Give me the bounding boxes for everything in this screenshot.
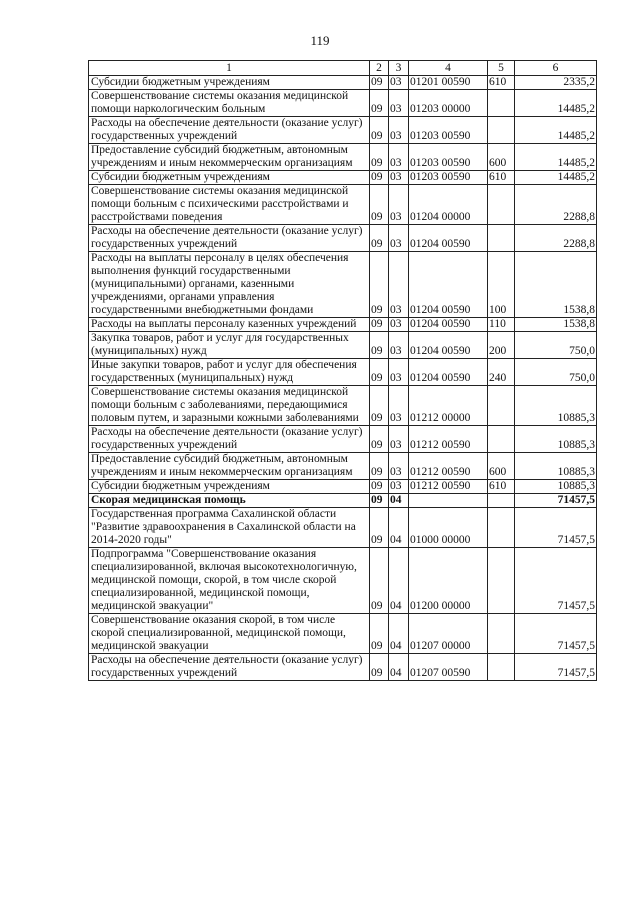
row-expense-type: 600: [488, 144, 515, 171]
table-row: [89, 332, 597, 359]
table-row: [89, 90, 597, 117]
row-amount: 1538,8: [515, 318, 597, 332]
row-amount: 10885,3: [515, 480, 597, 494]
row-target-article: 01203 00000: [409, 90, 488, 117]
page-number: 119: [310, 33, 330, 48]
row-target-article: 01203 00590: [409, 144, 488, 171]
row-subsection: 04: [389, 654, 409, 681]
row-subsection: 03: [389, 90, 409, 117]
row-name: Закупка товаров, работ и услуг для государственных (муниципальных) нужд: [89, 332, 370, 359]
column-header: 2: [370, 61, 389, 76]
row-section: 09: [370, 117, 389, 144]
table-row: [89, 614, 597, 654]
row-subsection: 03: [389, 359, 409, 386]
table-body: [89, 76, 597, 681]
row-target-article: 01207 00590: [409, 654, 488, 681]
row-amount: 14485,2: [515, 90, 597, 117]
row-section: 09: [370, 426, 389, 453]
row-name: Совершенствование оказания скорой, в том числе скорой специализированной, медицинской помощи, медицинской эвакуации: [89, 614, 370, 654]
row-target-article: 01204 00590: [409, 252, 488, 318]
budget-table: [88, 60, 597, 681]
row-amount: 10885,3: [515, 386, 597, 426]
row-target-article: 01204 00590: [409, 225, 488, 252]
row-amount: 750,0: [515, 332, 597, 359]
row-name: Расходы на обеспечение деятельности (оказание услуг) государственных учреждений: [89, 117, 370, 144]
row-expense-type: [488, 548, 515, 614]
table-row: [89, 480, 597, 494]
row-subsection: 03: [389, 318, 409, 332]
row-section: 09: [370, 90, 389, 117]
column-header: 3: [389, 61, 409, 76]
row-section: 09: [370, 318, 389, 332]
row-expense-type: [488, 494, 515, 508]
row-expense-type: 200: [488, 332, 515, 359]
row-amount: 2288,8: [515, 185, 597, 225]
row-target-article: 01212 00590: [409, 453, 488, 480]
row-section: 09: [370, 359, 389, 386]
row-section: 09: [370, 171, 389, 185]
row-name: Расходы на обеспечение деятельности (оказание услуг) государственных учреждений: [89, 654, 370, 681]
row-amount: 71457,5: [515, 508, 597, 548]
row-target-article: 01212 00590: [409, 426, 488, 453]
row-section: 09: [370, 508, 389, 548]
table-row: [89, 359, 597, 386]
table-row: [89, 508, 597, 548]
table-row: [89, 654, 597, 681]
row-name: Совершенствование системы оказания медицинской помощи больным с психическими расстройствами и расстройствами поведения: [89, 185, 370, 225]
row-name: Предоставление субсидий бюджетным, автономным учреждениям и иным некоммерческим организациям: [89, 144, 370, 171]
row-section: 09: [370, 386, 389, 426]
row-target-article: 01201 00590: [409, 76, 488, 90]
column-header: 1: [89, 61, 370, 76]
row-name: Совершенствование системы оказания медицинской помощи больным с заболеваниями, передающимися половым путем, и заразными кожными заболеваниями: [89, 386, 370, 426]
row-section: 09: [370, 548, 389, 614]
table-row: [89, 453, 597, 480]
row-section: 09: [370, 225, 389, 252]
table-row: [89, 494, 597, 508]
table-row: [89, 548, 597, 614]
row-amount: 750,0: [515, 359, 597, 386]
row-expense-type: [488, 386, 515, 426]
row-name: Скорая медицинская помощь: [89, 494, 370, 508]
column-header: 6: [515, 61, 597, 76]
row-amount: 1538,8: [515, 252, 597, 318]
row-target-article: 01000 00000: [409, 508, 488, 548]
row-expense-type: 610: [488, 76, 515, 90]
row-expense-type: [488, 614, 515, 654]
row-expense-type: [488, 90, 515, 117]
row-subsection: 03: [389, 426, 409, 453]
row-target-article: 01212 00000: [409, 386, 488, 426]
row-name: Расходы на выплаты персоналу в целях обеспечения выполнения функций государственными (муниципальными) органами, казенными учреждениями, органами управления государственными внебюджетными фондами: [89, 252, 370, 318]
column-header: 5: [488, 61, 515, 76]
row-name: Расходы на обеспечение деятельности (оказание услуг) государственных учреждений: [89, 225, 370, 252]
row-target-article: 01204 00000: [409, 185, 488, 225]
row-expense-type: 240: [488, 359, 515, 386]
row-section: 09: [370, 494, 389, 508]
row-expense-type: [488, 225, 515, 252]
table-row: [89, 171, 597, 185]
row-subsection: 04: [389, 548, 409, 614]
row-subsection: 03: [389, 386, 409, 426]
row-section: 09: [370, 144, 389, 171]
table-row: [89, 426, 597, 453]
row-subsection: 03: [389, 453, 409, 480]
row-amount: 2288,8: [515, 225, 597, 252]
row-section: 09: [370, 332, 389, 359]
row-amount: 71457,5: [515, 614, 597, 654]
row-amount: 14485,2: [515, 144, 597, 171]
row-target-article: 01204 00590: [409, 318, 488, 332]
row-subsection: 03: [389, 117, 409, 144]
row-section: 09: [370, 480, 389, 494]
row-expense-type: [488, 117, 515, 144]
row-name: Подпрограмма "Совершенствование оказания специализированной, включая высокотехнологичную, медицинской помощи, скорой, в том числе скорой специализированной, медицинской помощи, медицинской эвакуации": [89, 548, 370, 614]
row-subsection: 03: [389, 144, 409, 171]
row-expense-type: [488, 426, 515, 453]
row-target-article: 01204 00590: [409, 332, 488, 359]
row-subsection: 03: [389, 480, 409, 494]
row-expense-type: 600: [488, 453, 515, 480]
row-amount: 2335,2: [515, 76, 597, 90]
row-expense-type: 610: [488, 171, 515, 185]
row-section: 09: [370, 453, 389, 480]
row-section: 09: [370, 76, 389, 90]
row-subsection: 03: [389, 252, 409, 318]
row-name: Субсидии бюджетным учреждениям: [89, 171, 370, 185]
row-amount: 71457,5: [515, 654, 597, 681]
table-row: [89, 76, 597, 90]
row-target-article: 01204 00590: [409, 359, 488, 386]
row-name: Государственная программа Сахалинской области "Развитие здравоохранения в Сахалинской области на 2014-2020 годы": [89, 508, 370, 548]
row-subsection: 03: [389, 171, 409, 185]
table-row: [89, 185, 597, 225]
row-amount: 14485,2: [515, 171, 597, 185]
row-expense-type: [488, 654, 515, 681]
row-target-article: 01212 00590: [409, 480, 488, 494]
row-expense-type: 610: [488, 480, 515, 494]
row-expense-type: 110: [488, 318, 515, 332]
row-section: 09: [370, 185, 389, 225]
row-name: Иные закупки товаров, работ и услуг для обеспечения государственных (муниципальных) нужд: [89, 359, 370, 386]
row-name: Субсидии бюджетным учреждениям: [89, 76, 370, 90]
row-expense-type: [488, 185, 515, 225]
row-section: 09: [370, 252, 389, 318]
column-header: 4: [409, 61, 488, 76]
row-name: Предоставление субсидий бюджетным, автономным учреждениям и иным некоммерческим организациям: [89, 453, 370, 480]
row-target-article: [409, 494, 488, 508]
row-amount: 10885,3: [515, 426, 597, 453]
row-subsection: 03: [389, 225, 409, 252]
row-name: Субсидии бюджетным учреждениям: [89, 480, 370, 494]
row-amount: 71457,5: [515, 548, 597, 614]
row-amount: 10885,3: [515, 453, 597, 480]
row-name: Расходы на выплаты персоналу казенных учреждений: [89, 318, 370, 332]
row-section: 09: [370, 654, 389, 681]
table-row: [89, 386, 597, 426]
row-subsection: 04: [389, 614, 409, 654]
table-row: [89, 252, 597, 318]
row-subsection: 03: [389, 76, 409, 90]
row-amount: 71457,5: [515, 494, 597, 508]
row-target-article: 01203 00590: [409, 171, 488, 185]
table-row: [89, 117, 597, 144]
row-subsection: 04: [389, 494, 409, 508]
table-row: [89, 318, 597, 332]
row-amount: 14485,2: [515, 117, 597, 144]
row-subsection: 03: [389, 185, 409, 225]
row-section: 09: [370, 614, 389, 654]
row-name: Совершенствование системы оказания медицинской помощи наркологическим больным: [89, 90, 370, 117]
row-target-article: 01207 00000: [409, 614, 488, 654]
row-expense-type: [488, 508, 515, 548]
row-subsection: 03: [389, 332, 409, 359]
row-expense-type: 100: [488, 252, 515, 318]
table-row: [89, 225, 597, 252]
column-header-row: [89, 61, 597, 76]
row-subsection: 04: [389, 508, 409, 548]
table-row: [89, 144, 597, 171]
row-name: Расходы на обеспечение деятельности (оказание услуг) государственных учреждений: [89, 426, 370, 453]
row-target-article: 01203 00590: [409, 117, 488, 144]
row-target-article: 01200 00000: [409, 548, 488, 614]
